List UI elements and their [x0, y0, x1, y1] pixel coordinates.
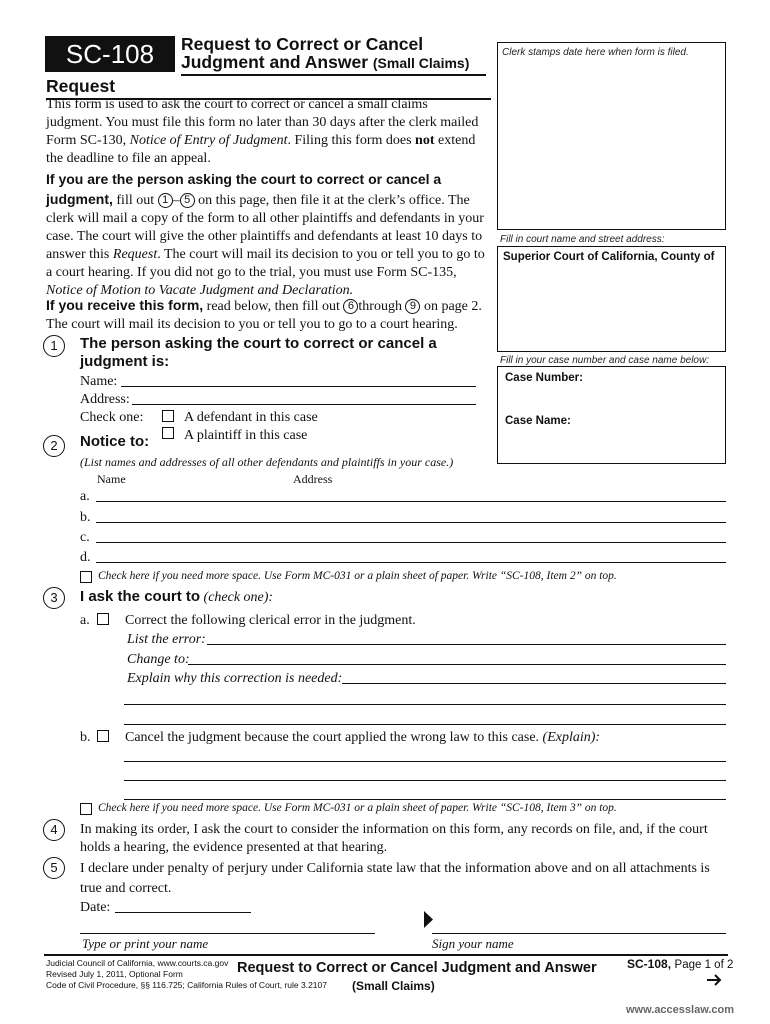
- item-3a-checkbox[interactable]: [97, 613, 109, 625]
- item-1-address-field[interactable]: [132, 404, 476, 405]
- footer-rule: [44, 954, 728, 956]
- intro-paragraph-3: [46, 296, 491, 334]
- item-1-name-field[interactable]: [121, 386, 476, 387]
- form-title: [181, 35, 486, 76]
- step-5-circle: 5: [180, 193, 195, 208]
- item-2-col-address: Address: [293, 472, 333, 486]
- item-2-row-b-field[interactable]: [96, 522, 726, 523]
- item-2-col-name: Name: [97, 472, 126, 486]
- intro-p3-text-b: on page 2.: [423, 299, 482, 314]
- step-1-circle: 1: [158, 193, 173, 208]
- intro-p2-text-c: . The court will mail its decision to you or tell you to go to a court hearing. If you did not go to the trial, you must use Form SC-135,: [46, 247, 485, 280]
- item-3-title: [80, 588, 273, 606]
- item-5-line2: true and correct.: [80, 881, 172, 896]
- item-5-text: [80, 859, 730, 899]
- intro-p2-text-a: fill out: [116, 193, 155, 208]
- item-2-row-c-label: c.: [80, 530, 90, 545]
- intro-p1-not: not: [415, 133, 435, 148]
- item-2-more-space-checkbox[interactable]: [80, 571, 92, 583]
- case-number-label: Case Number:: [505, 372, 583, 384]
- watermark: www.accesslaw.com: [626, 1004, 735, 1016]
- footer-subtitle: (Small Claims): [352, 979, 435, 993]
- signature-label: Sign your name: [432, 936, 514, 951]
- item-1-defendant-label: A defendant in this case: [184, 410, 318, 425]
- intro-p2-italic: Request: [112, 247, 158, 262]
- date-field[interactable]: [115, 912, 251, 913]
- item-3-title-text: I ask the court to: [80, 588, 201, 605]
- item-2-row-a-field[interactable]: [96, 501, 726, 502]
- footer-title: Request to Correct or Cancel Judgment and Answer: [237, 960, 597, 976]
- item-2-number: 2: [43, 435, 65, 457]
- intro-p1-end-b: extend the deadline to file an appeal.: [46, 133, 476, 166]
- footer-left-line1: Judicial Council of California, www.courts.ca.gov: [46, 958, 229, 968]
- item-2-row-a-label: a.: [80, 489, 90, 504]
- item-3b-checkbox[interactable]: [97, 730, 109, 742]
- item-3b-explain-field-2[interactable]: [124, 780, 726, 781]
- item-3a-explain-field-2[interactable]: [124, 704, 726, 705]
- footer-page-number: Page 1 of 2: [674, 959, 734, 971]
- printed-name-label: Type or print your name: [82, 936, 209, 951]
- item-3b-label: b.: [80, 730, 91, 745]
- item-3-number: 3: [43, 587, 65, 609]
- intro-p3-bold: If you receive this form,: [46, 297, 204, 313]
- item-1-title: [80, 335, 437, 371]
- next-page-arrow-icon[interactable]: [706, 974, 722, 986]
- item-3a-explain-field-3[interactable]: [124, 724, 726, 725]
- intro-p3-through: through: [358, 299, 402, 314]
- item-1-plaintiff-label: A plaintiff in this case: [184, 428, 308, 443]
- item-3b-text-main: Cancel the judgment because the court applied the wrong law to this case.: [125, 730, 540, 745]
- item-3b-text-italic: (Explain):: [542, 730, 601, 745]
- item-4-line2: holds a hearing, the evidence presented at that hearing.: [80, 840, 388, 855]
- item-3a-label: a.: [80, 613, 90, 628]
- item-1-title-a: The person asking the court to correct or cancel a: [80, 335, 437, 352]
- item-2-row-b-label: b.: [80, 510, 91, 525]
- item-3b-explain-field-3[interactable]: [124, 799, 726, 800]
- item-3a-text: Correct the following clerical error in the judgment.: [125, 613, 416, 628]
- step-6-circle: 6: [343, 299, 358, 314]
- item-1-address-label: Address:: [80, 392, 130, 407]
- court-address-label: Fill in court name and street address:: [500, 234, 665, 245]
- intro-p2-bold: If you are the person asking the court to correct or cancel a judgment,: [46, 171, 442, 207]
- item-3a-change-to-label: Change to:: [127, 652, 190, 667]
- sign-here-arrow-icon: [424, 911, 433, 928]
- case-info-box[interactable]: [497, 366, 726, 464]
- clerk-stamp-label: Clerk stamps date here when form is filed.: [502, 47, 689, 58]
- footer-page-info: [627, 957, 733, 973]
- item-1-number: 1: [43, 335, 65, 357]
- date-label: Date:: [80, 900, 111, 915]
- item-2-instruction: (List names and addresses of all other defendants and plaintiffs in your case.): [80, 455, 454, 469]
- item-2-more-space-text: Check here if you need more space. Use Form MC-031 or a plain sheet of paper. Write “SC-108, Item 2” on top.: [98, 570, 617, 582]
- item-3-title-italic: (check one):: [203, 590, 274, 605]
- section-heading-request: Request: [46, 76, 491, 100]
- item-2-title: Notice to:: [80, 433, 150, 450]
- case-info-label: Fill in your case number and case name below:: [500, 355, 709, 366]
- case-name-label: Case Name:: [505, 415, 571, 427]
- form-id-badge: SC-108: [45, 36, 175, 72]
- item-1-title-b: judgment is:: [80, 353, 170, 370]
- item-5-line1: I declare under penalty of perjury under California state law that the information above and on all attachments is: [80, 861, 710, 876]
- item-3-more-space-text: Check here if you need more space. Use Form MC-031 or a plain sheet of paper. Write “SC-108, Item 3” on top.: [98, 802, 617, 814]
- printed-name-field[interactable]: [80, 933, 375, 934]
- footer-form-id: SC-108,: [627, 957, 672, 971]
- step-9-circle: 9: [405, 299, 420, 314]
- form-title-line2: [181, 53, 486, 72]
- item-1-plaintiff-checkbox[interactable]: [162, 427, 174, 439]
- item-4-line1: In making its order, I ask the court to consider the information on this form, any records on file, and, if the court: [80, 822, 708, 837]
- item-2-row-c-field[interactable]: [96, 542, 726, 543]
- form-title-line2-text: Judgment and Answer: [181, 52, 369, 72]
- item-2-row-d-label: d.: [80, 550, 91, 565]
- item-3a-explain-field[interactable]: [342, 683, 726, 684]
- footer-left-line3: Code of Civil Procedure, §§ 116.725; California Rules of Court, rule 3.2107: [46, 980, 327, 990]
- intro-paragraph-2: [46, 170, 486, 300]
- footer-left-line2: Revised July 1, 2011, Optional Form: [46, 969, 183, 979]
- court-address-value: Superior Court of California, County of: [503, 251, 715, 263]
- court-address-box[interactable]: [497, 246, 726, 352]
- intro-paragraph-1: [46, 96, 486, 168]
- intro-p2-italic2: Notice of Motion to Vacate Judgment and Declaration.: [46, 283, 354, 298]
- intro-p3-text-a: read below, then fill out: [206, 299, 340, 314]
- item-1-check-one-label: Check one:: [80, 410, 144, 425]
- item-4-number: 4: [43, 819, 65, 841]
- item-2-row-d-field[interactable]: [96, 562, 726, 563]
- clerk-stamp-box: [497, 42, 726, 230]
- form-title-small: (Small Claims): [372, 55, 470, 71]
- intro-p1-italic: Notice of Entry of Judgment: [129, 133, 288, 148]
- item-1-defendant-checkbox[interactable]: [162, 410, 174, 422]
- item-3b-text: [125, 729, 600, 747]
- intro-p1-text: This form is used to ask the court to correct or cancel a small claims judgment. You must file this form no later than 30 days after the clerk mailed Form SC-130,: [46, 97, 479, 148]
- intro-p3-line2: The court will mail its decision to you or tell you to go to a court hearing.: [46, 317, 458, 332]
- intro-p2-text-b: on this page, then file it at the clerk’s office. The clerk will mail a copy of the form to all other plaintiffs and defendants in your case. The court will give the other plaintiffs and defendants at least 10 days to answer this: [46, 193, 484, 262]
- item-3a-list-error-label: List the error:: [127, 632, 206, 647]
- item-5-number: 5: [43, 857, 65, 879]
- item-3a-change-to-field[interactable]: [188, 664, 726, 665]
- signature-field[interactable]: [432, 933, 726, 934]
- intro-p2-dash: –: [172, 193, 180, 208]
- item-3a-explain-label: Explain why this correction is needed:: [127, 671, 343, 686]
- item-4-text: [80, 821, 730, 857]
- item-3-more-space-checkbox[interactable]: [80, 803, 92, 815]
- form-title-line1: Request to Correct or Cancel: [181, 34, 424, 54]
- intro-p1-end-a: . Filing this form does: [287, 133, 412, 148]
- item-1-name-label: Name:: [80, 374, 118, 389]
- item-3a-list-error-field[interactable]: [207, 644, 726, 645]
- item-3b-explain-field-1[interactable]: [124, 761, 726, 762]
